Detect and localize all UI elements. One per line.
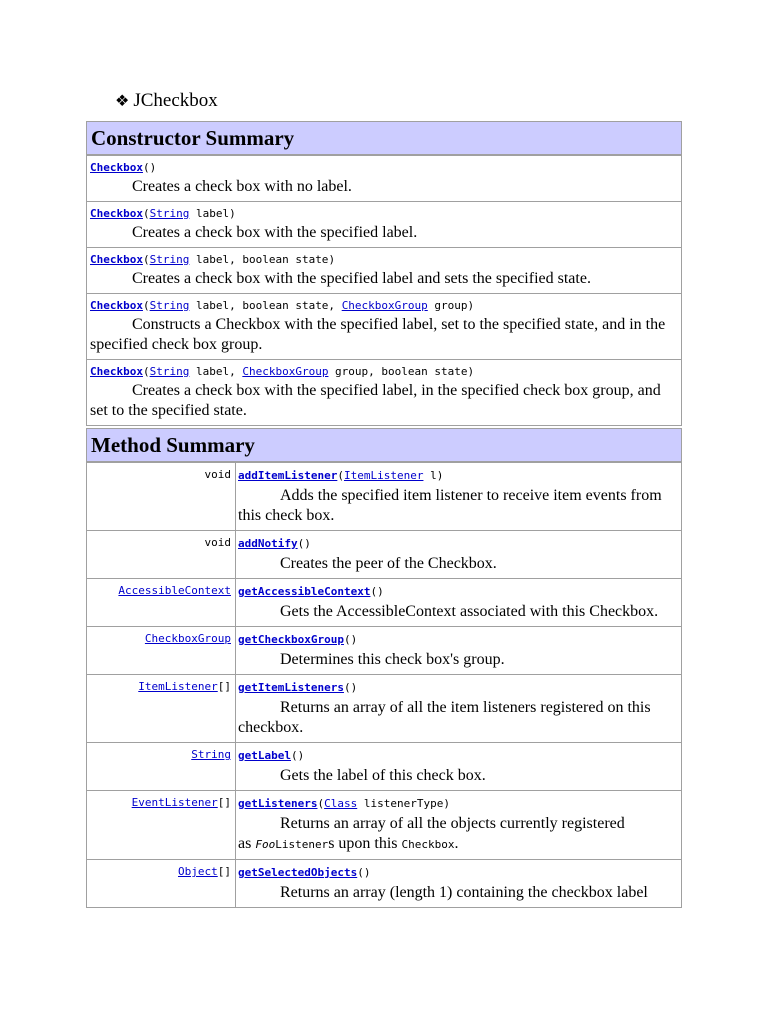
constructor-name-link[interactable]: Checkbox	[90, 253, 143, 266]
method-name-link[interactable]: getItemListeners	[238, 681, 344, 694]
return-type-text: void	[204, 468, 231, 481]
method-description-text: Gets the AccessibleContext associated with this Checkbox.	[280, 603, 659, 620]
method-description-text: Creates the peer of the Checkbox.	[280, 555, 497, 572]
constructor-description	[90, 315, 677, 355]
page-title-text: JCheckbox	[133, 90, 218, 111]
open-paren: (	[343, 633, 351, 646]
method-description-text: Gets the label of this check box.	[280, 767, 486, 784]
method-summary-table	[86, 428, 682, 908]
close-paren: )	[149, 161, 157, 174]
method-signature	[238, 584, 677, 600]
checkbox-code-text: Checkbox	[401, 838, 455, 851]
constructor-summary-heading: Constructor Summary	[87, 122, 682, 156]
method-row	[87, 627, 682, 675]
param-type-link[interactable]: ItemListener	[343, 469, 424, 482]
method-name-link[interactable]: getAccessibleContext	[238, 585, 371, 598]
open-paren: (	[142, 161, 150, 174]
close-paren: )	[467, 299, 475, 312]
param-type-link[interactable]: CheckboxGroup	[341, 299, 428, 312]
method-signature	[238, 748, 677, 764]
constructor-cell	[87, 202, 682, 248]
method-name-link[interactable]: getSelectedObjects	[238, 866, 358, 879]
page-title	[115, 89, 218, 114]
open-paren: (	[142, 207, 150, 220]
open-paren: (	[357, 866, 364, 879]
method-signature	[238, 468, 677, 484]
method-return-type-cell	[87, 579, 236, 627]
constructor-cell	[87, 248, 682, 294]
close-paren: )	[467, 365, 475, 378]
close-paren: )	[377, 585, 384, 598]
param-type-link[interactable]: String	[149, 299, 190, 312]
method-name-link[interactable]: addNotify	[238, 537, 298, 550]
param-type-link[interactable]: CheckboxGroup	[242, 365, 329, 378]
constructor-name-link[interactable]: Checkbox	[90, 207, 143, 220]
method-description	[238, 814, 677, 855]
return-type-link[interactable]: ItemListener	[138, 680, 218, 693]
param-text: label,	[189, 365, 243, 378]
method-description	[238, 698, 677, 738]
method-return-type-cell	[87, 743, 236, 791]
close-paren: )	[304, 537, 311, 550]
listener-code-text: Listener	[275, 838, 329, 851]
foo-italic-text: Foo	[255, 838, 276, 851]
constructor-signature	[90, 206, 677, 222]
method-name-link[interactable]: getListeners	[238, 797, 318, 810]
constructor-description	[90, 381, 677, 421]
constructor-description-text: Creates a check box with the specified label, in the specified check box group, and set to the specified state.	[90, 382, 661, 419]
constructor-row	[87, 155, 682, 202]
description-text: Returns an array of all the objects currently registered	[280, 815, 625, 832]
open-paren: (	[343, 681, 351, 694]
param-type-link[interactable]: String	[149, 253, 190, 266]
close-paren: )	[443, 797, 450, 810]
param-text: l	[423, 469, 437, 482]
param-text: label	[189, 207, 230, 220]
method-signature	[238, 632, 677, 648]
method-signature	[238, 536, 677, 552]
description-text: .	[454, 835, 459, 852]
method-name-link[interactable]: getLabel	[238, 749, 291, 762]
constructor-cell	[87, 294, 682, 360]
method-return-type-cell	[87, 462, 236, 531]
method-body-cell	[236, 531, 682, 579]
array-suffix: []	[217, 680, 231, 693]
constructor-description-text: Constructs a Checkbox with the specified label, set to the specified state, and in the specified check box group.	[90, 316, 666, 353]
open-paren: (	[337, 469, 344, 482]
return-type-link[interactable]: CheckboxGroup	[144, 632, 231, 645]
param-text: group, boolean state	[328, 365, 468, 378]
method-description	[238, 883, 677, 903]
constructor-row	[87, 360, 682, 426]
method-return-type-cell	[87, 531, 236, 579]
method-row	[87, 860, 682, 908]
array-suffix: []	[217, 865, 231, 878]
method-row	[87, 791, 682, 860]
method-return-type-cell	[87, 627, 236, 675]
method-body-cell	[236, 860, 682, 908]
constructor-description-text: Creates a check box with the specified label.	[132, 224, 418, 241]
constructor-description	[90, 269, 677, 289]
method-name-link[interactable]: addItemListener	[238, 469, 338, 482]
method-summary-heading: Method Summary	[87, 429, 682, 463]
param-text: label, boolean state	[189, 253, 329, 266]
description-text: as	[238, 835, 256, 852]
param-text: listenerType	[357, 797, 444, 810]
method-body-cell	[236, 579, 682, 627]
open-paren: (	[317, 797, 325, 810]
param-text: label, boolean state,	[189, 299, 342, 312]
param-type-link[interactable]: String	[149, 207, 190, 220]
method-description	[238, 554, 677, 574]
open-paren: (	[297, 537, 305, 550]
open-paren: (	[290, 749, 298, 762]
method-body-cell	[236, 675, 682, 743]
close-paren: )	[363, 866, 371, 879]
constructor-signature	[90, 252, 677, 268]
close-paren: )	[328, 253, 336, 266]
return-type-link[interactable]: Object	[178, 865, 218, 878]
constructor-name-link[interactable]: Checkbox	[90, 365, 143, 378]
method-signature	[238, 865, 677, 881]
return-type-link[interactable]: String	[191, 748, 231, 761]
method-row	[87, 675, 682, 743]
constructor-row	[87, 202, 682, 248]
method-body-cell	[236, 743, 682, 791]
method-description-text: Returns an array (length 1) containing the checkbox label	[280, 884, 648, 901]
method-body-cell	[236, 791, 682, 860]
method-return-type-cell	[87, 791, 236, 860]
diamond-bullet-icon: ❖	[115, 93, 130, 110]
method-body-cell	[236, 462, 682, 531]
close-paren: )	[229, 207, 236, 220]
method-description	[238, 766, 677, 786]
method-row	[87, 579, 682, 627]
method-body-cell	[236, 627, 682, 675]
method-row	[87, 462, 682, 531]
method-description	[238, 486, 677, 526]
constructor-cell	[87, 360, 682, 426]
close-paren: )	[350, 681, 358, 694]
close-paren: )	[350, 633, 358, 646]
open-paren: (	[142, 365, 150, 378]
open-paren: (	[370, 585, 378, 598]
constructor-signature	[90, 364, 677, 380]
constructor-description-text: Creates a check box with no label.	[132, 178, 352, 195]
param-type-link[interactable]: Class	[324, 797, 358, 810]
method-description	[238, 650, 677, 670]
return-type-link[interactable]: AccessibleContext	[118, 584, 231, 597]
constructor-summary-table	[86, 121, 682, 426]
method-description-text: Returns an array of all the item listeners registered on this checkbox.	[238, 699, 651, 736]
method-return-type-cell	[87, 860, 236, 908]
constructor-row	[87, 294, 682, 360]
close-paren: )	[297, 749, 305, 762]
method-description	[238, 602, 677, 622]
constructor-description	[90, 223, 677, 243]
constructor-description	[90, 177, 677, 197]
method-description-text: Determines this check box's group.	[280, 651, 505, 668]
param-text: group	[427, 299, 468, 312]
array-suffix: []	[217, 796, 231, 809]
method-signature	[238, 680, 677, 696]
method-row	[87, 531, 682, 579]
description-text: s upon this	[328, 835, 402, 852]
return-type-text: void	[204, 536, 231, 549]
constructor-cell	[87, 155, 682, 202]
method-return-type-cell	[87, 675, 236, 743]
method-row	[87, 743, 682, 791]
open-paren: (	[142, 253, 150, 266]
constructor-name-link[interactable]: Checkbox	[90, 299, 143, 312]
constructor-description-text: Creates a check box with the specified label and sets the specified state.	[132, 270, 591, 287]
method-name-link[interactable]: getCheckboxGroup	[238, 633, 344, 646]
constructor-signature	[90, 160, 677, 176]
constructor-signature	[90, 298, 677, 314]
return-type-link[interactable]: EventListener	[131, 796, 218, 809]
param-type-link[interactable]: String	[149, 365, 190, 378]
constructor-row	[87, 248, 682, 294]
close-paren: )	[436, 469, 444, 482]
open-paren: (	[142, 299, 150, 312]
method-signature	[238, 796, 677, 812]
method-description-text: Adds the specified item listener to receive item events from this check box.	[238, 487, 662, 524]
constructor-name-link[interactable]: Checkbox	[90, 161, 143, 174]
